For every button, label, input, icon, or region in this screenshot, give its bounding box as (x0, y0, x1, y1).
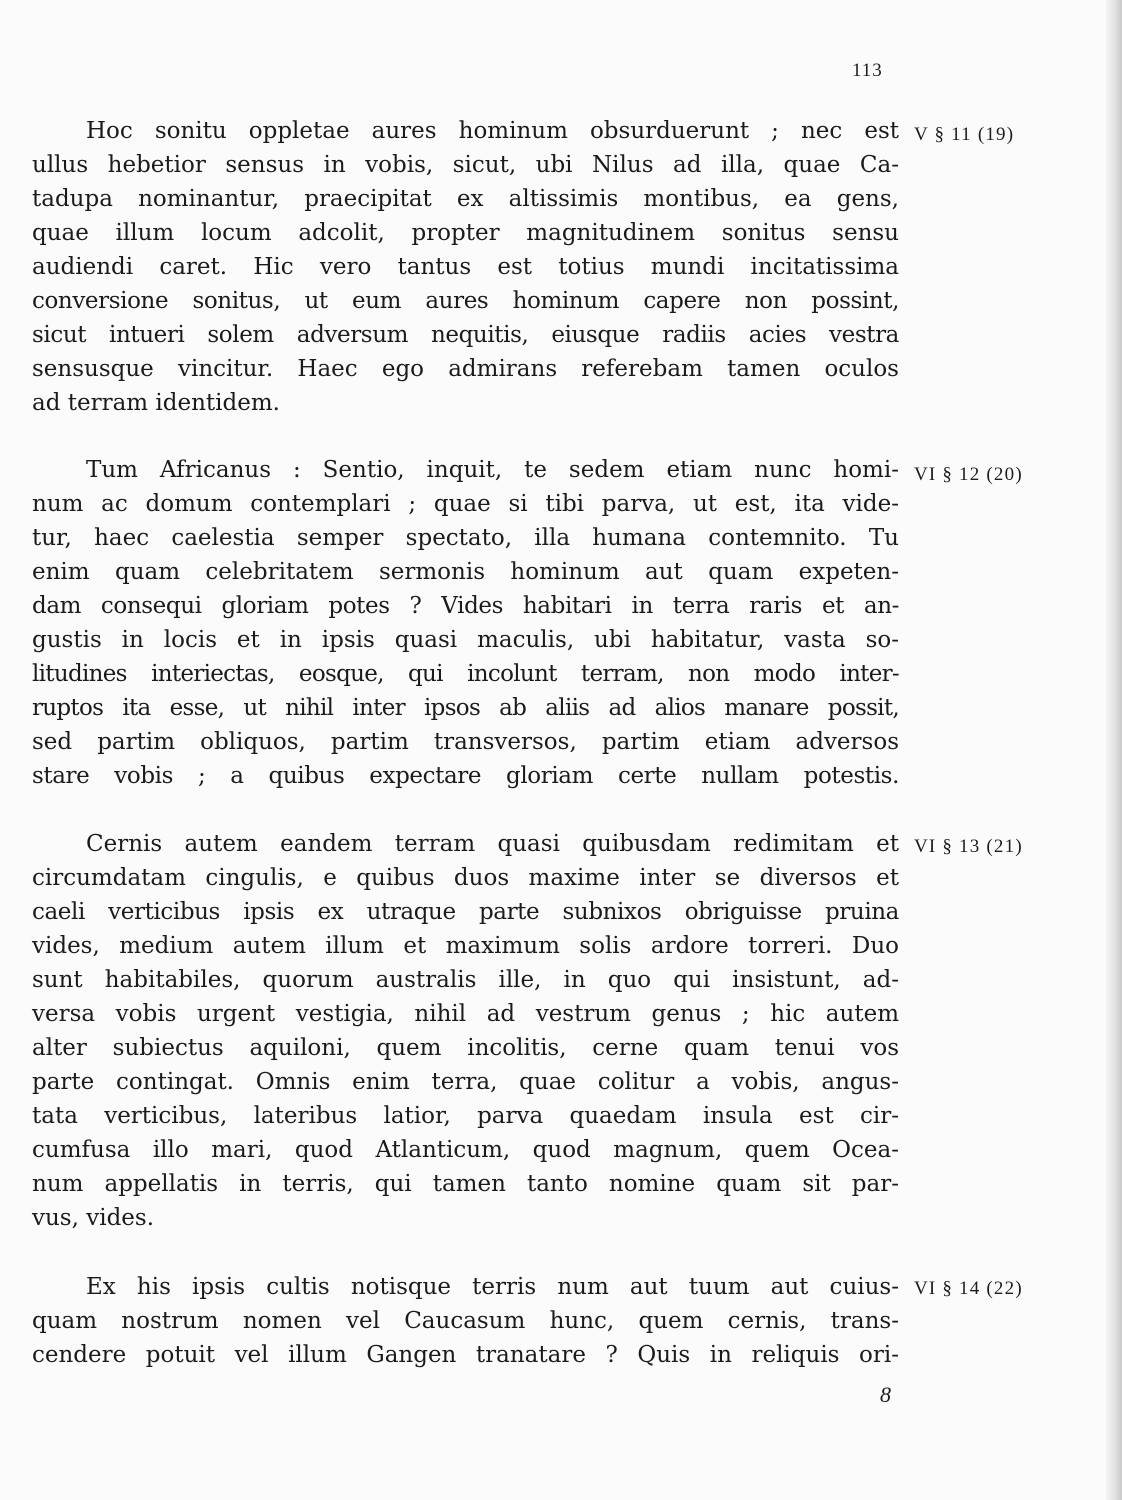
text-line: sicut intueri solem adversum nequitis, eiusque radiis acies vestra (32, 322, 899, 348)
text-line: quam nostrum nomen vel Caucasum hunc, quem cernis, trans- (32, 1308, 899, 1334)
text-line: stare vobis ; a quibus expectare gloriam certe nullam potestis. (32, 763, 899, 789)
text-line: vus, vides. (32, 1205, 155, 1231)
signature-mark: 8 (880, 1382, 891, 1407)
text-line: num appellatis in terris, qui tamen tanto nomine quam sit par- (32, 1171, 899, 1197)
text-line: enim quam celebritatem sermonis hominum aut quam expeten- (32, 559, 899, 585)
text-line: sed partim obliquos, partim transversos, partim etiam adversos (32, 729, 899, 755)
page-number: 113 (852, 60, 883, 81)
section-reference: VI § 12 (20) (914, 464, 1023, 485)
text-line: tadupa nominantur, praecipitat ex altissimis montibus, ea gens, (32, 186, 899, 212)
paragraph-3 (32, 827, 899, 1235)
text-line: conversione sonitus, ut eum aures hominum capere non possint, (32, 288, 899, 314)
text-line: ullus hebetior sensus in vobis, sicut, ubi Nilus ad illa, quae Ca- (32, 152, 899, 178)
text-line: sensusque vincitur. Haec ego admirans referebam tamen oculos (32, 356, 899, 382)
text-line: Hoc sonitu oppletae aures hominum obsurduerunt ; nec est (86, 118, 899, 144)
text-line: dam consequi gloriam potes ? Vides habitari in terra raris et an- (32, 593, 899, 619)
text-line: quae illum locum adcolit, propter magnitudinem sonitus sensu (32, 220, 899, 246)
text-line: Ex his ipsis cultis notisque terris num aut tuum aut cuius- (86, 1274, 899, 1300)
text-line: circumdatam cingulis, e quibus duos maxime inter se diversos et (32, 865, 899, 891)
text-line: ad terram identidem. (32, 390, 280, 416)
text-line: caeli verticibus ipsis ex utraque parte subnixos obriguisse pruina (32, 899, 899, 925)
text-line: Cernis autem eandem terram quasi quibusdam redimitam et (86, 831, 899, 857)
text-line: tur, haec caelestia semper spectato, illa humana contemnito. Tu (32, 525, 899, 551)
paragraph-4 (32, 1270, 899, 1372)
text-line: sunt habitabiles, quorum australis ille, in quo qui insistunt, ad- (32, 967, 899, 993)
text-line: vides, medium autem illum et maximum solis ardore torreri. Duo (32, 933, 899, 959)
text-line: litudines interiectas, eosque, qui incolunt terram, non modo inter- (32, 661, 899, 687)
text-line: ruptos ita esse, ut nihil inter ipsos ab aliis ad alios manare possit, (32, 695, 899, 721)
paragraph-2 (32, 453, 899, 793)
text-line: parte contingat. Omnis enim terra, quae colitur a vobis, angus- (32, 1069, 899, 1095)
text-line: cumfusa illo mari, quod Atlanticum, quod magnum, quem Ocea- (32, 1137, 899, 1163)
section-reference: VI § 13 (21) (914, 836, 1023, 857)
section-reference: V § 11 (19) (914, 124, 1015, 145)
text-line: alter subiectus aquiloni, quem incolitis, cerne quam tenui vos (32, 1035, 899, 1061)
page-edge-shadow (1106, 0, 1122, 1500)
text-line: tata verticibus, lateribus latior, parva quaedam insula est cir- (32, 1103, 899, 1129)
text-line: audiendi caret. Hic vero tantus est totius mundi incitatissima (32, 254, 899, 280)
text-line: versa vobis urgent vestigia, nihil ad vestrum genus ; hic autem (32, 1001, 899, 1027)
text-line: gustis in locis et in ipsis quasi maculis, ubi habitatur, vasta so- (32, 627, 899, 653)
text-line: cendere potuit vel illum Gangen tranatare ? Quis in reliquis ori- (32, 1342, 899, 1368)
paragraph-1 (32, 114, 899, 420)
section-reference: VI § 14 (22) (914, 1278, 1023, 1299)
text-line: Tum Africanus : Sentio, inquit, te sedem etiam nunc homi- (86, 457, 899, 483)
text-line: num ac domum contemplari ; quae si tibi parva, ut est, ita vide- (32, 491, 899, 517)
